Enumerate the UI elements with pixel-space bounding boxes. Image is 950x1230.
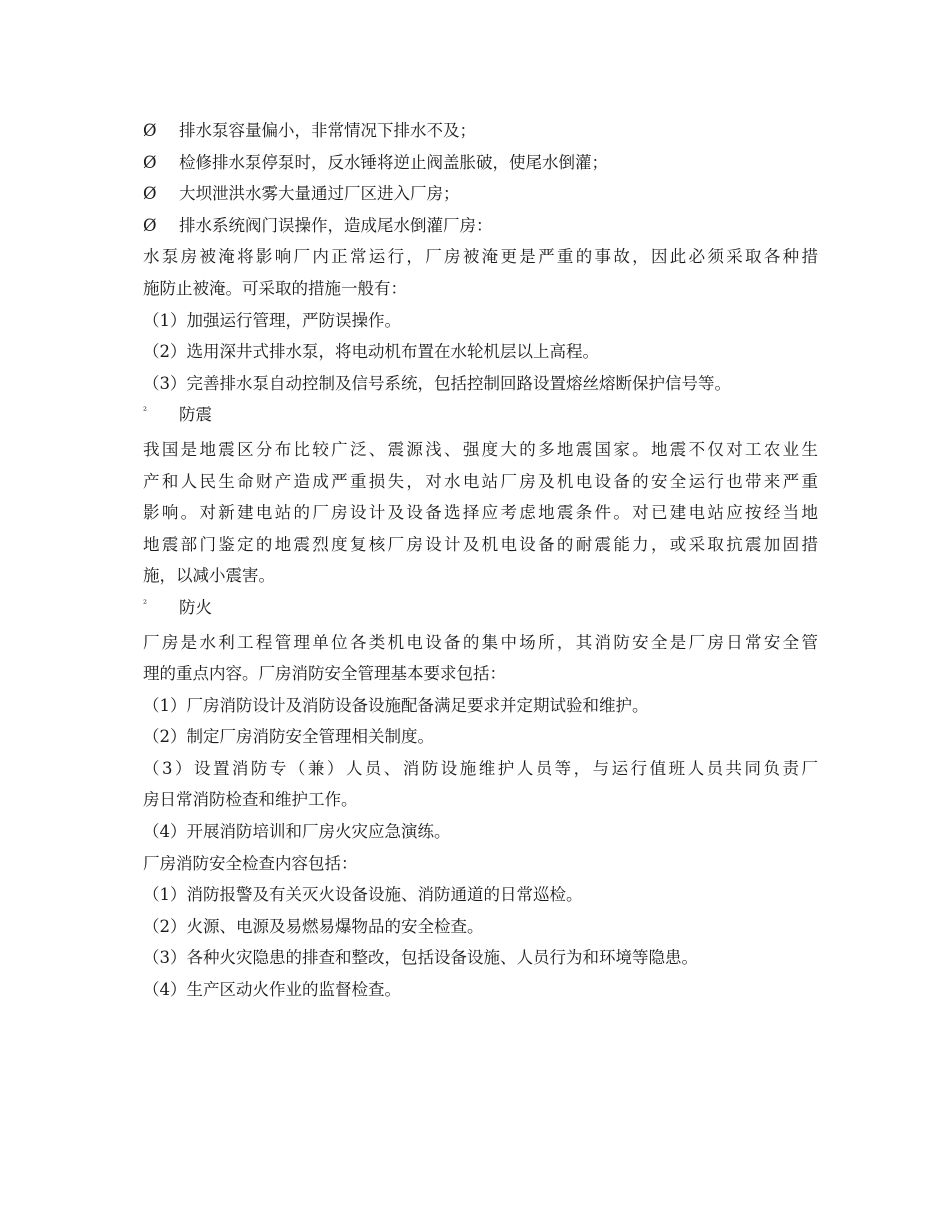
list-item: （1）加强运行管理，严防误操作。 (143, 310, 401, 330)
quake-paragraph (143, 434, 818, 592)
heading-text: 防火 (179, 597, 212, 617)
bullet-item (143, 115, 818, 147)
section-heading-quake (143, 399, 818, 434)
bullet-marker: Ø (143, 121, 157, 140)
document-page (143, 115, 818, 1006)
bullet-text: 检修排水泵停泵时，反水锤将逆止阀盖胀破，使尾水倒灌； (179, 152, 608, 172)
fire-paragraph (143, 627, 818, 690)
paragraph-line: 施，以减小震害。 (143, 566, 275, 586)
paragraph-line: 产和人民生命财产造成严重损失，对水电站厂房及机电设备的安全运行也带来严重 (143, 471, 818, 491)
list-item-multiline (143, 753, 818, 816)
list-item: （4）开展消防培训和厂房火灾应急演练。 (143, 822, 451, 842)
list-item: （3）完善排水泵自动控制及信号系统，包括控制回路设置熔丝熔断保护信号等。 (143, 373, 731, 393)
list-item: （3）各种火灾隐患的排查和整改，包括设备设施、人员行为和环境等隐患。 (143, 948, 698, 968)
paragraph-line: 我国是地震区分布比较广泛、震源浅、强度大的多地震国家。地震不仅对工农业生 (143, 439, 818, 459)
heading-marker: ² (143, 406, 148, 418)
bullet-marker: Ø (143, 184, 157, 204)
heading-text: 防震 (179, 405, 212, 425)
paragraph-line: 地震部门鉴定的地震烈度复核厂房设计及机电设备的耐震能力，或采取抗震加固措 (143, 534, 818, 554)
list-item-line: 房日常消防检查和维护工作。 (143, 790, 358, 810)
paragraph-line: 厂房是水利工程管理单位各类机电设备的集中场所，其消防安全是厂房日常安全管 (143, 632, 818, 652)
paragraph-line: 水泵房被淹将影响厂内正常运行，厂房被淹更是严重的事故，因此必须采取各种措 (143, 247, 818, 267)
list-item: （4）生产区动火作业的监督检查。 (143, 980, 401, 1000)
list-item: （1）厂房消防设计及消防设备设施配备满足要求并定期试验和维护。 (143, 695, 649, 715)
bullet-marker: Ø (143, 152, 157, 172)
bullet-marker: Ø (143, 215, 157, 235)
paragraph-line: 理的重点内容。厂房消防安全管理基本要求包括： (143, 664, 506, 684)
list-item: （2）选用深井式排水泵，将电动机布置在水轮机层以上高程。 (143, 342, 599, 362)
list-item: （2）火源、电源及易燃易爆物品的安全检查。 (143, 916, 484, 936)
list-item: （2）制定厂房消防安全管理相关制度。 (143, 727, 434, 747)
bullet-item (143, 147, 818, 179)
list-item: （1）消防报警及有关灭火设备设施、消防通道的日常巡检。 (143, 885, 583, 905)
bullet-item (143, 178, 818, 210)
heading-marker: ² (143, 598, 148, 610)
list-item-line: （3）设置消防专（兼）人员、消防设施维护人员等，与运行值班人员共同负责厂 (143, 758, 818, 778)
bullet-item (143, 210, 818, 242)
bullet-text: 大坝泄洪水雾大量通过厂区进入厂房； (179, 184, 460, 204)
paragraph-line: 影响。对新建电站的厂房设计及设备选择应考虑地震条件。对已建电站应按经当地 (143, 503, 818, 523)
bullet-text: 排水泵容量偏小，非常情况下排水不及； (179, 121, 476, 140)
paragraph-line: 施防止被淹。可采取的措施一般有： (143, 278, 407, 298)
section-heading-fire (143, 592, 818, 627)
flood-paragraph (143, 241, 818, 304)
bullet-text: 排水系统阀门误操作，造成尾水倒灌厂房： (179, 215, 493, 235)
fire-check-intro: 厂房消防安全检查内容包括： (143, 853, 358, 873)
